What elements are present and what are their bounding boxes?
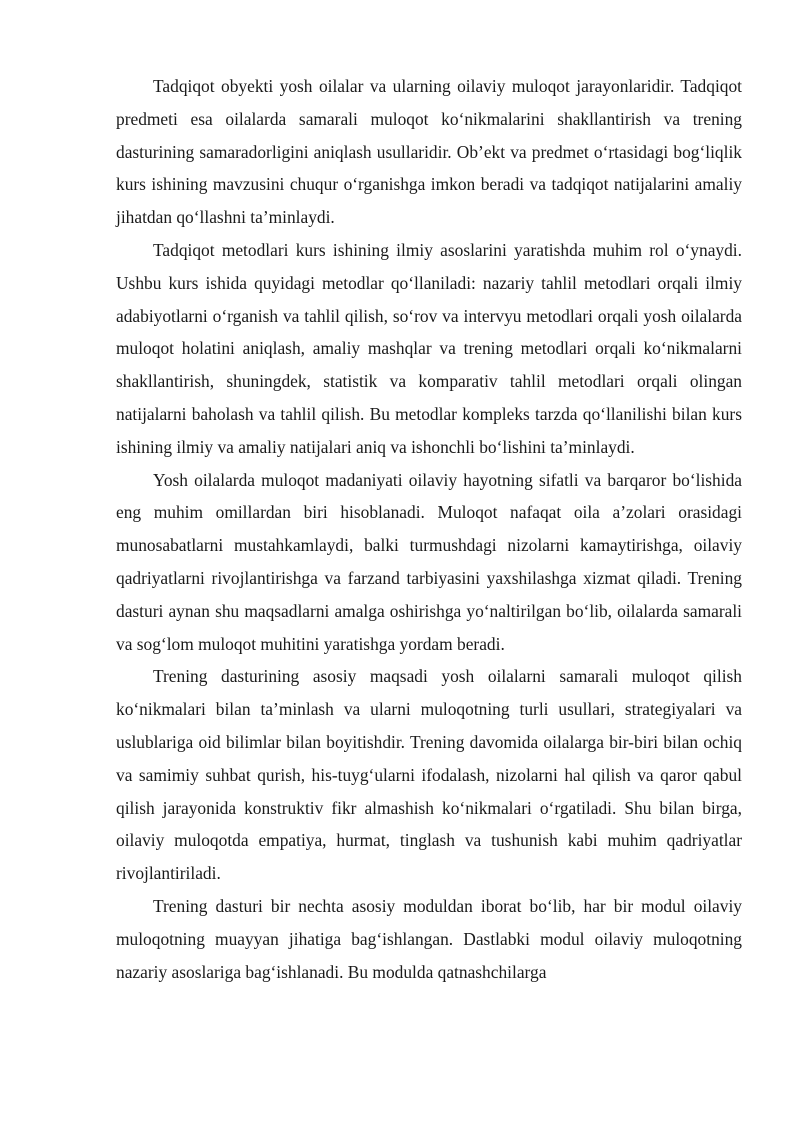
paragraph: Tadqiqot obyekti yosh oilalar va ularning oilaviy muloqot jarayonlaridir. Tadqiqot predmeti esa oilalarda samarali muloqot ko‘nikmalarini shakllantirish va trening dasturining samaradorligini aniqlash usullaridir. Ob’ekt va predmet o‘rtasidagi bog‘liqlik kurs ishining mavzusini chuqur o‘rganishga imkon beradi va tadqiqot natijalarini amaliy jihatdan qo‘llashni ta’minlaydi. [116,76,742,228]
paragraph: Trening dasturi bir nechta asosiy moduldan iborat bo‘lib, har bir modul oilaviy muloqotning muayyan jihatiga bag‘ishlangan. Dastlabki modul oilaviy muloqotning nazariy asoslariga bag‘ishlanadi. Bu modulda qatnashchilarga [116,895,742,982]
paragraph: Tadqiqot metodlari kurs ishining ilmiy asoslarini yaratishda muhim rol o‘ynaydi. Ushbu kurs ishida quyidagi metodlar qo‘llaniladi: nazariy tahlil metodlari orqali ilmiy adabiyotlarni o‘rganish va tahlil qilish, so‘rov va intervyu metodlari orqali yosh oilalarda muloqot holatini aniqlash, amaliy mashqlar va trening metodlari orqali ko‘nikmalarni shakllantirish, shuningdek, statistik va komparativ tahlil metodlari orqali olingan natijalarni baholash va tahlil qilish. Bu metodlar kompleks tarzda qo‘llanilishi bilan kurs ishining ilmiy va amaliy natijalari aniq va ishonchli bo‘lishini ta’minlaydi. [116,239,742,457]
paragraph: Trening dasturining asosiy maqsadi yosh oilalarni samarali muloqot qilish ko‘nikmalari bilan ta’minlash va ularni muloqotning turli usullari, strategiyalari va uslublariga oid bilimlar bilan boyitishdir. Trening davomida oilalarga bir-biri bilan ochiq va samimiy suhbat qurish, his-tuyg‘ularni ifodalash, nizolarni hal qilish va qaror qabul qilish jarayonida konstruktiv fikr almashish ko‘nikmalari o‘rgatiladi. Shu bilan birga, oilaviy muloqotda empatiya, hurmat, tinglash va tushunish kabi muhim qadriyatlar rivojlantiriladi. [116,666,742,884]
paragraph: Yosh oilalarda muloqot madaniyati oilaviy hayotning sifatli va barqaror bo‘lishida eng muhim omillardan biri hisoblanadi. Muloqot nafaqat oila a’zolari orasidagi munosabatlarni mustahkamlaydi, balki turmushdagi nizolarni kamaytirishga, oilaviy qadriyatlarni rivojlantirishga va farzand tarbiyasini yaxshilashga xizmat qiladi. Trening dasturi aynan shu maqsadlarni amalga oshirishga yo‘naltirilgan bo‘lib, oilalarda samarali va sog‘lom muloqot muhitini yaratishga yordam beradi. [116,469,742,654]
document-page [116,70,742,988]
